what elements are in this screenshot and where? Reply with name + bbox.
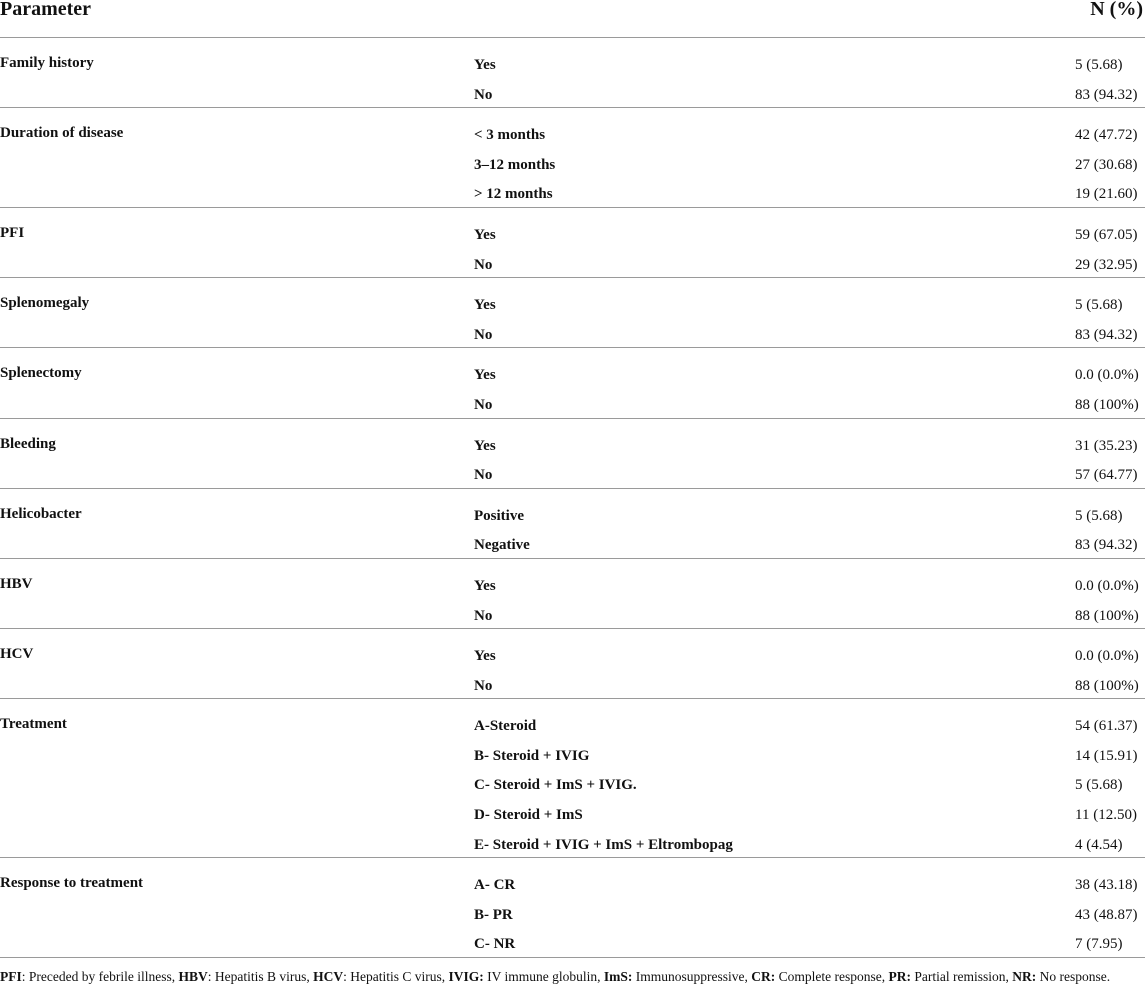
- n-percent-value: 43 (48.87): [1075, 906, 1138, 923]
- category-label: Yes: [474, 367, 496, 384]
- category-label: Yes: [474, 226, 496, 243]
- table-row: [0, 894, 1145, 924]
- n-percent-value: 83 (94.32): [1075, 326, 1138, 343]
- category-label: No: [474, 607, 493, 624]
- n-percent-value: 38 (43.18): [1075, 877, 1138, 894]
- footnote-definition: : Hepatitis C virus,: [343, 969, 449, 984]
- category-label: Yes: [474, 577, 496, 594]
- parameter-name: Helicobacter: [0, 505, 82, 522]
- parameter-name: Bleeding: [0, 435, 56, 452]
- n-percent-value: 83 (94.32): [1075, 86, 1138, 103]
- parameter-group: [0, 629, 1145, 699]
- n-percent-value: 59 (67.05): [1075, 226, 1138, 243]
- table-row: [0, 384, 1145, 414]
- n-percent-value: 5 (5.68): [1075, 297, 1123, 314]
- parameter-group: [0, 489, 1145, 559]
- n-percent-value: 31 (35.23): [1075, 437, 1138, 454]
- table-row: [0, 284, 1145, 314]
- category-label: < 3 months: [474, 127, 546, 144]
- category-label: Yes: [474, 57, 496, 73]
- table-footnote: [0, 967, 1140, 986]
- parameter-group: [0, 559, 1145, 629]
- category-label: No: [474, 326, 493, 343]
- n-percent-value: 5 (5.68): [1075, 777, 1123, 794]
- footnote-abbreviation: NR:: [1012, 969, 1037, 984]
- n-percent-value: 0.0 (0.0%): [1075, 577, 1139, 594]
- parameter-name: Splenectomy: [0, 365, 82, 382]
- n-percent-value: 11 (12.50): [1075, 807, 1137, 824]
- table-row: [0, 864, 1145, 894]
- category-label: No: [474, 256, 493, 273]
- n-percent-value: 0.0 (0.0%): [1075, 648, 1139, 665]
- footnote-definition: : Preceded by febrile illness,: [21, 969, 179, 984]
- parameter-name: Family history: [0, 55, 94, 71]
- category-label: D- Steroid + ImS: [474, 807, 583, 824]
- table-row: [0, 565, 1145, 595]
- table-row: [0, 173, 1145, 203]
- n-percent-value: 83 (94.32): [1075, 537, 1138, 554]
- n-percent-value: 88 (100%): [1075, 607, 1139, 624]
- footnote-definition: No response.: [1036, 969, 1111, 984]
- table-row: [0, 244, 1145, 274]
- table-row: [0, 114, 1145, 144]
- category-label: Yes: [474, 437, 496, 454]
- n-percent-value: 4 (4.54): [1075, 836, 1123, 853]
- footnote-definition: Partial remission,: [910, 969, 1013, 984]
- parameter-group: [0, 108, 1145, 208]
- footnote-abbreviation: HBV: [178, 969, 208, 984]
- category-label: No: [474, 677, 493, 694]
- footnote-definition: IV immune globulin,: [483, 969, 604, 984]
- n-percent-value: 54 (61.37): [1075, 718, 1138, 735]
- table-row: [0, 495, 1145, 525]
- parameter-group: [0, 419, 1145, 489]
- n-percent-value: 0.0 (0.0%): [1075, 367, 1139, 384]
- parameter-group: [0, 348, 1145, 418]
- parameter-group: [0, 699, 1145, 858]
- category-label: No: [474, 86, 493, 103]
- footnote-abbreviation: CR:: [751, 969, 776, 984]
- parameter-column-header: Parameter: [0, 0, 92, 20]
- footnote-abbreviation: PR:: [888, 969, 911, 984]
- parameter-name: HCV: [0, 646, 34, 663]
- category-label: No: [474, 396, 493, 413]
- parameter-group: [0, 278, 1145, 348]
- category-label: Positive: [474, 507, 524, 524]
- table-row: [0, 595, 1145, 625]
- category-label: C- NR: [474, 936, 516, 953]
- n-percent-value: 42 (47.72): [1075, 127, 1138, 144]
- footnote-abbreviation: PFI: [0, 969, 22, 984]
- footnote-definition: Immunosuppressive,: [632, 969, 752, 984]
- n-percent-column-header: N (%): [1090, 0, 1143, 20]
- table-row: [0, 665, 1145, 695]
- table-row: [0, 764, 1145, 794]
- table-row: [0, 735, 1145, 765]
- table-row: [0, 794, 1145, 824]
- category-label: Negative: [474, 537, 530, 554]
- footnote-abbreviation: IVIG:: [448, 969, 484, 984]
- table-row: [0, 214, 1145, 244]
- footnote-definition: : Hepatitis B virus,: [207, 969, 314, 984]
- category-label: Yes: [474, 297, 496, 314]
- category-label: > 12 months: [474, 186, 553, 203]
- table-row: [0, 354, 1145, 384]
- category-label: B- PR: [474, 906, 513, 923]
- category-label: 3–12 months: [474, 156, 556, 173]
- footnote-definition: Complete response,: [775, 969, 889, 984]
- table-row: [0, 705, 1145, 735]
- parameter-group: [0, 38, 1145, 108]
- category-label: B- Steroid + IVIG: [474, 747, 590, 764]
- n-percent-value: 14 (15.91): [1075, 747, 1138, 764]
- table-row: [0, 923, 1145, 953]
- category-label: C- Steroid + ImS + IVIG.: [474, 777, 637, 794]
- n-percent-value: 57 (64.77): [1075, 467, 1138, 484]
- table-row: [0, 44, 1145, 74]
- table-row: [0, 454, 1145, 484]
- category-label: E- Steroid + IVIG + ImS + Eltrombopag: [474, 836, 733, 853]
- category-label: No: [474, 467, 493, 484]
- parameter-name: Duration of disease: [0, 125, 124, 142]
- parameter-name: Splenomegaly: [0, 295, 90, 312]
- table-row: [0, 635, 1145, 665]
- n-percent-value: 5 (5.68): [1075, 507, 1123, 524]
- category-label: A- CR: [474, 877, 516, 894]
- n-percent-value: 5 (5.68): [1075, 57, 1123, 73]
- category-label: A-Steroid: [474, 718, 537, 735]
- footnote-abbreviation: HCV: [313, 969, 344, 984]
- category-label: Yes: [474, 648, 496, 665]
- n-percent-value: 19 (21.60): [1075, 186, 1138, 203]
- table-row: [0, 144, 1145, 174]
- footnote-abbreviation: ImS:: [603, 969, 633, 984]
- n-percent-value: 88 (100%): [1075, 396, 1139, 413]
- table-row: [0, 425, 1145, 455]
- table-row: [0, 314, 1145, 344]
- parameter-name: Response to treatment: [0, 875, 144, 892]
- parameter-name: Treatment: [0, 716, 67, 733]
- table-row: [0, 74, 1145, 104]
- n-percent-value: 7 (7.95): [1075, 936, 1123, 953]
- parameter-name: PFI: [0, 224, 25, 241]
- table-body: [0, 38, 1145, 958]
- n-percent-value: 88 (100%): [1075, 677, 1139, 694]
- parameter-group: [0, 858, 1145, 958]
- table-row: [0, 524, 1145, 554]
- parameter-name: HBV: [0, 575, 33, 592]
- n-percent-value: 29 (32.95): [1075, 256, 1138, 273]
- table-row: [0, 824, 1145, 854]
- table-header: [0, 0, 1145, 38]
- n-percent-value: 27 (30.68): [1075, 156, 1138, 173]
- parameter-group: [0, 208, 1145, 278]
